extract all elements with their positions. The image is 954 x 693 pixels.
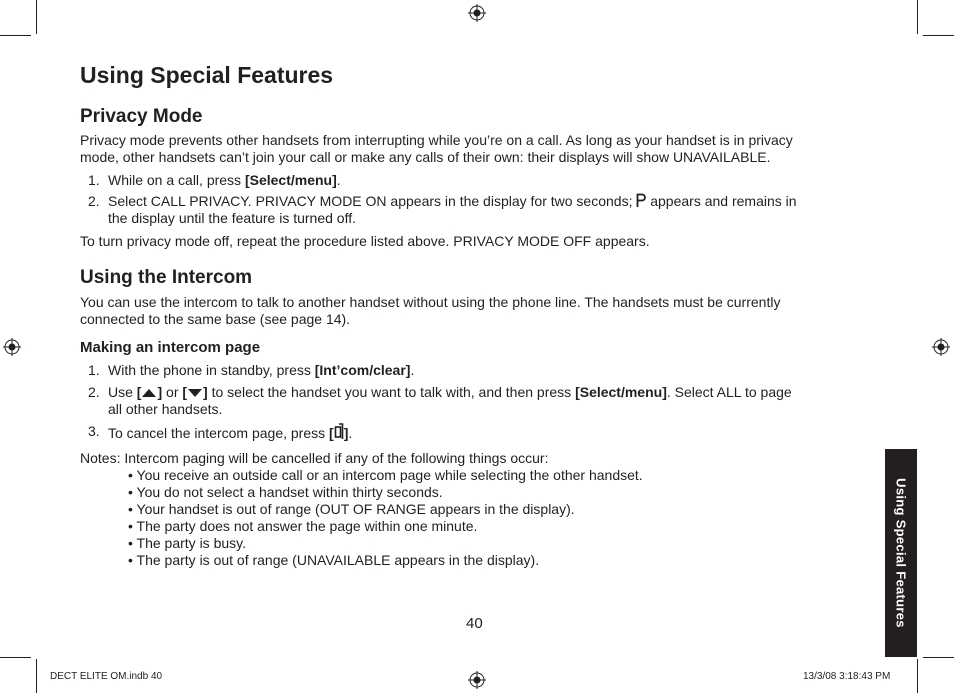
end-call-icon — [334, 423, 344, 440]
crop-mark — [0, 35, 31, 36]
crop-mark — [36, 0, 37, 34]
note-item: • You do not select a handset within thirty seconds. — [128, 484, 443, 500]
privacy-p-icon — [636, 193, 646, 208]
section-heading-privacy: Privacy Mode — [80, 106, 203, 127]
privacy-intro-line-1: Privacy mode prevents other handsets from interrupting while you’re on a call. As long as your handset is in privacy — [80, 132, 793, 148]
registration-mark-icon — [468, 4, 486, 22]
crop-mark — [923, 657, 954, 658]
slug-left: DECT ELITE OM.indb 40 — [50, 671, 163, 682]
slug-right: 13/3/08 3:18:43 PM — [803, 671, 891, 682]
privacy-step-2: Select CALL PRIVACY. PRIVACY MODE ON appears in the display for two seconds; appears and remains in the display until the feature is turned off. — [108, 193, 797, 226]
crop-mark — [917, 0, 918, 34]
step-number: 1. — [88, 172, 100, 188]
privacy-intro-line-2: mode, other handsets can’t join your call or make any calls of their own: their displays will show UNAVAILABLE. — [80, 149, 771, 165]
step-number: 1. — [88, 362, 100, 378]
up-arrow-key-icon — [141, 386, 157, 399]
down-arrow-key-icon — [187, 386, 203, 399]
key-intcom-clear: [Int’com/clear] — [314, 362, 411, 378]
intercom-step-3: To cancel the intercom page, press [ ]. — [108, 425, 353, 441]
note-item: • Your handset is out of range (OUT OF RANGE appears in the display). — [128, 501, 575, 517]
intercom-intro-line-2: connected to the same base (see page 14). — [80, 311, 351, 327]
section-heading-intercom: Using the Intercom — [80, 267, 253, 288]
step-number: 2. — [88, 384, 100, 400]
registration-mark-icon — [468, 671, 486, 689]
step-number: 2. — [88, 193, 100, 209]
key-select-menu: [Select/menu] — [575, 384, 667, 400]
notes-intro: Notes: Intercom paging will be cancelled if any of the following things occur: — [80, 450, 549, 466]
registration-mark-icon — [932, 338, 950, 356]
intercom-intro-line-1: You can use the intercom to talk to another handset without using the phone line. The handsets must be currently — [80, 294, 781, 310]
step-number: 3. — [88, 423, 100, 439]
note-item: • The party is out of range (UNAVAILABLE appears in the display). — [128, 552, 540, 568]
note-item: • The party does not answer the page within one minute. — [128, 518, 478, 534]
page-number: 40 — [466, 615, 483, 632]
crop-mark — [917, 659, 918, 693]
key-select-menu: [Select/menu] — [244, 172, 337, 188]
privacy-outro: To turn privacy mode off, repeat the procedure listed above. PRIVACY MODE OFF appears. — [80, 233, 650, 249]
intercom-step-2: Use [ ] or [ ] to select the handset you want to talk with, and then press [Select/menu]. Select ALL to page all other handsets. — [108, 384, 792, 417]
page-title: Using Special Features — [80, 62, 334, 88]
registration-mark-icon — [3, 338, 21, 356]
side-tab-label: Using Special Features — [893, 478, 909, 628]
crop-mark — [923, 35, 954, 36]
side-tab — [885, 449, 917, 657]
note-item: • You receive an outside call or an intercom page while selecting the other handset. — [128, 467, 643, 483]
crop-mark — [36, 659, 37, 693]
note-item: • The party is busy. — [128, 535, 246, 551]
crop-mark — [0, 657, 31, 658]
privacy-step-1: While on a call, press [Select/menu]. — [108, 172, 341, 188]
intercom-step-1: With the phone in standby, press [Int’com/clear]. — [108, 362, 415, 378]
subheading-intercom-page: Making an intercom page — [80, 339, 261, 356]
